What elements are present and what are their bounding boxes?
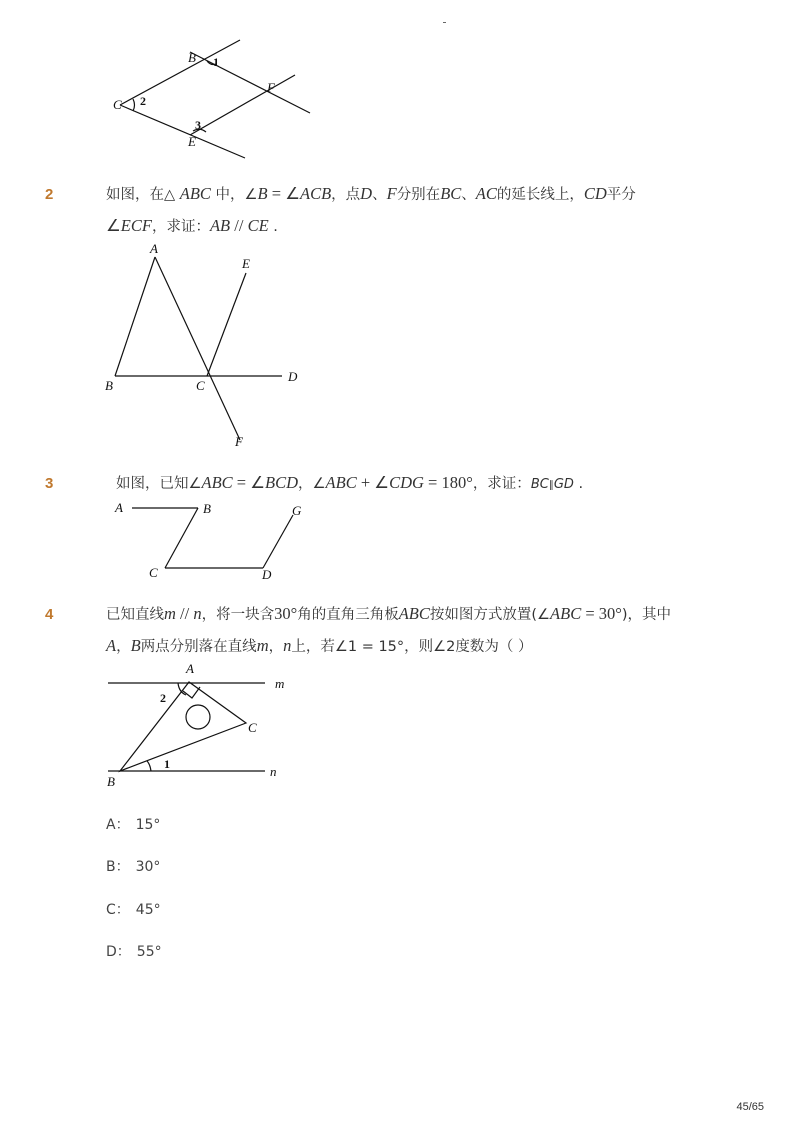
q4-angle-1-label: 1 <box>164 757 170 771</box>
question-4-number: 4 <box>45 606 54 623</box>
q3-label-B: B <box>203 501 211 516</box>
question-3-number: 3 <box>45 475 54 492</box>
q4-label-C: C <box>248 720 257 735</box>
q2-label-C: C <box>196 378 205 393</box>
figure-question-4 <box>100 660 300 790</box>
question-2-line-1: 如图，在△ ABC 中，∠B = ∠ACB，点D、F分别在BC、AC的延长线上，CD平分 <box>106 184 636 203</box>
q3-label-G: G <box>292 503 302 518</box>
q3-label-A: A <box>115 500 123 515</box>
q4-angle-2-label: 2 <box>160 691 166 705</box>
label-B: B <box>188 50 196 65</box>
q2-label-D: D <box>288 369 298 384</box>
q3-label-C: C <box>149 565 158 580</box>
angle-2-label: 2 <box>140 94 146 108</box>
figure-question-2 <box>100 240 310 455</box>
angle-3-label: 3 <box>195 118 201 132</box>
q4-label-n: n <box>270 764 277 779</box>
q3-label-D: D <box>262 567 272 582</box>
label-E: E <box>188 134 196 149</box>
question-2-number: 2 <box>45 186 54 203</box>
q4-label-m: m <box>275 676 285 691</box>
option-b[interactable]: B： 30° <box>106 859 161 875</box>
top-mark <box>443 22 446 23</box>
q2-label-E: E <box>242 256 250 271</box>
q2-label-A: A <box>150 241 158 256</box>
figure-question-3 <box>110 497 320 587</box>
option-c[interactable]: C： 45° <box>106 902 161 918</box>
page-number: 45/65 <box>736 1101 764 1113</box>
label-F: F <box>267 80 275 95</box>
question-2-line-2: ∠ECF，求证：AB // CE . <box>106 216 278 235</box>
option-d[interactable]: D： 55° <box>106 944 162 960</box>
figure-parallel-lines-1 <box>100 35 330 165</box>
q2-label-F: F <box>235 434 243 449</box>
question-4-line-1: 已知直线m // n，将一块含30°角的直角三角板ABC按如图方式放置(∠ABC = 30°)，其中 <box>106 604 672 623</box>
q4-label-B: B <box>107 774 115 789</box>
option-a[interactable]: A： 15° <box>106 817 161 833</box>
label-C: C <box>113 97 122 112</box>
q2-label-B: B <box>105 378 113 393</box>
q4-label-A: A <box>186 661 194 676</box>
question-4-line-2: A，B两点分别落在直线m，n上，若∠1 = 15°，则∠2度数为（ ） <box>106 636 533 655</box>
question-3-line-1: 如图，已知∠ABC = ∠BCD，∠ABC + ∠CDG = 180°，求证：BC∥GD . <box>116 473 584 492</box>
angle-1-label: 1 <box>213 55 219 69</box>
